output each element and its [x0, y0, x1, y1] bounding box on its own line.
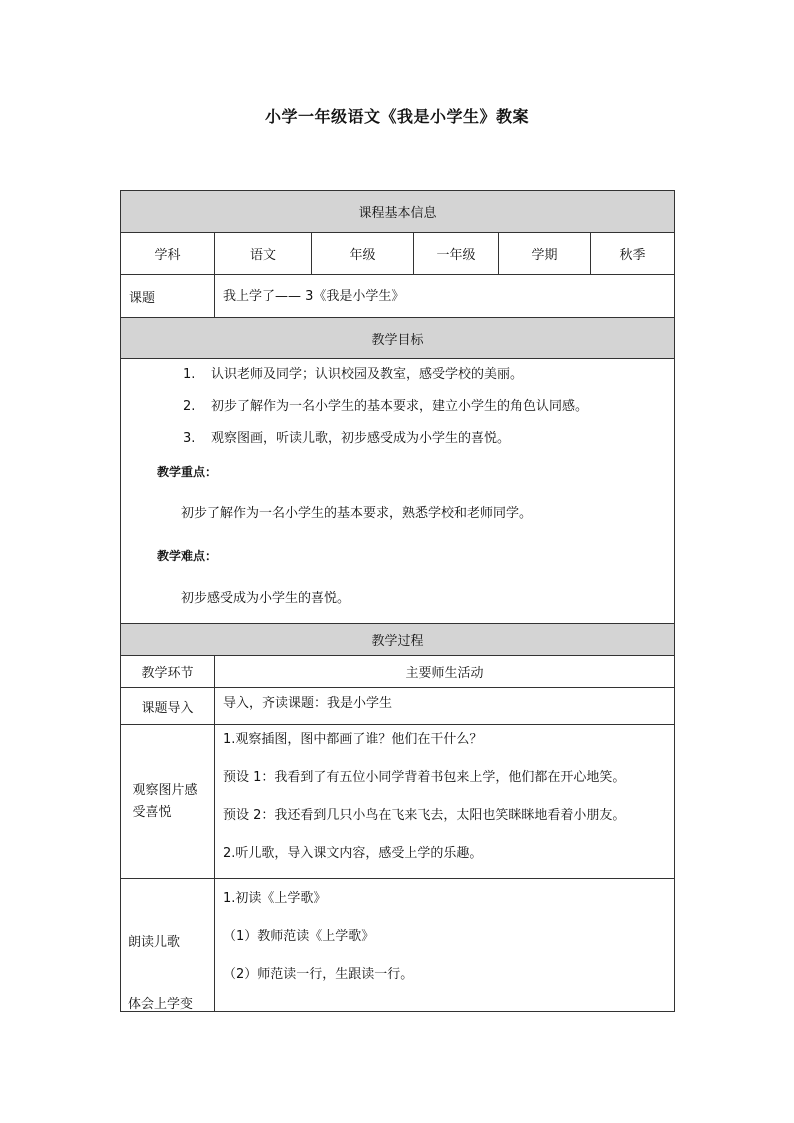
objectives-header: 教学目标 [121, 318, 675, 359]
topic-value: 我上学了—— 3《我是小学生》 [215, 275, 675, 318]
stage-observe: 观察图片感受喜悦 [121, 725, 215, 879]
stage-read: 朗读儿歌 体会上学变 [121, 879, 215, 1012]
grade-value: 一年级 [414, 233, 499, 275]
key-points-label: 教学重点： [157, 465, 218, 479]
activity-column-header: 主要师生活动 [215, 656, 675, 688]
activity-line: 预设 1：我看到了有五位小同学背着书包来上学，他们都在开心地笑。 [223, 770, 626, 785]
subject-label: 学科 [121, 233, 215, 275]
key-points-text: 初步了解作为一名小学生的基本要求，熟悉学校和老师同学。 [181, 506, 533, 521]
document-title: 小学一年级语文《我是小学生》教案 [264, 107, 529, 126]
stage-intro: 课题导入 [121, 688, 215, 725]
objective-item: 1. 认识老师及同学；认识校园及教室，感受学校的美丽。 [183, 367, 524, 382]
basic-info-header: 课程基本信息 [121, 191, 675, 233]
activity-intro: 导入，齐读课题：我是小学生 [215, 688, 675, 725]
process-header: 教学过程 [121, 624, 675, 656]
activity-observe [215, 725, 675, 879]
objective-item: 3. 观察图画，听读儿歌，初步感受成为小学生的喜悦。 [183, 431, 511, 446]
grade-label: 年级 [312, 233, 414, 275]
term-value: 秋季 [591, 233, 675, 275]
activity-line: 1.观察插图，图中都画了谁？他们在干什么？ [223, 732, 483, 747]
objectives-cell [121, 359, 675, 624]
activity-line: 1.初读《上学歌》 [223, 891, 327, 906]
topic-label: 课题 [121, 275, 215, 318]
activity-line: （2）师范读一行，生跟读一行。 [223, 967, 414, 982]
term-label: 学期 [499, 233, 591, 275]
difficulty-text: 初步感受成为小学生的喜悦。 [181, 591, 351, 606]
activity-line: （1）教师范读《上学歌》 [223, 929, 375, 944]
activity-read [215, 879, 675, 1012]
activity-line: 2.听儿歌，导入课文内容，感受上学的乐趣。 [223, 846, 483, 861]
subject-value: 语文 [215, 233, 312, 275]
lesson-plan-table [120, 190, 675, 1012]
difficulty-label: 教学难点： [157, 549, 218, 563]
activity-line: 预设 2：我还看到几只小鸟在飞来飞去，太阳也笑眯眯地看着小朋友。 [223, 808, 626, 823]
objective-item: 2. 初步了解作为一名小学生的基本要求，建立小学生的角色认同感。 [183, 399, 589, 414]
stage-column-header: 教学环节 [121, 656, 215, 688]
